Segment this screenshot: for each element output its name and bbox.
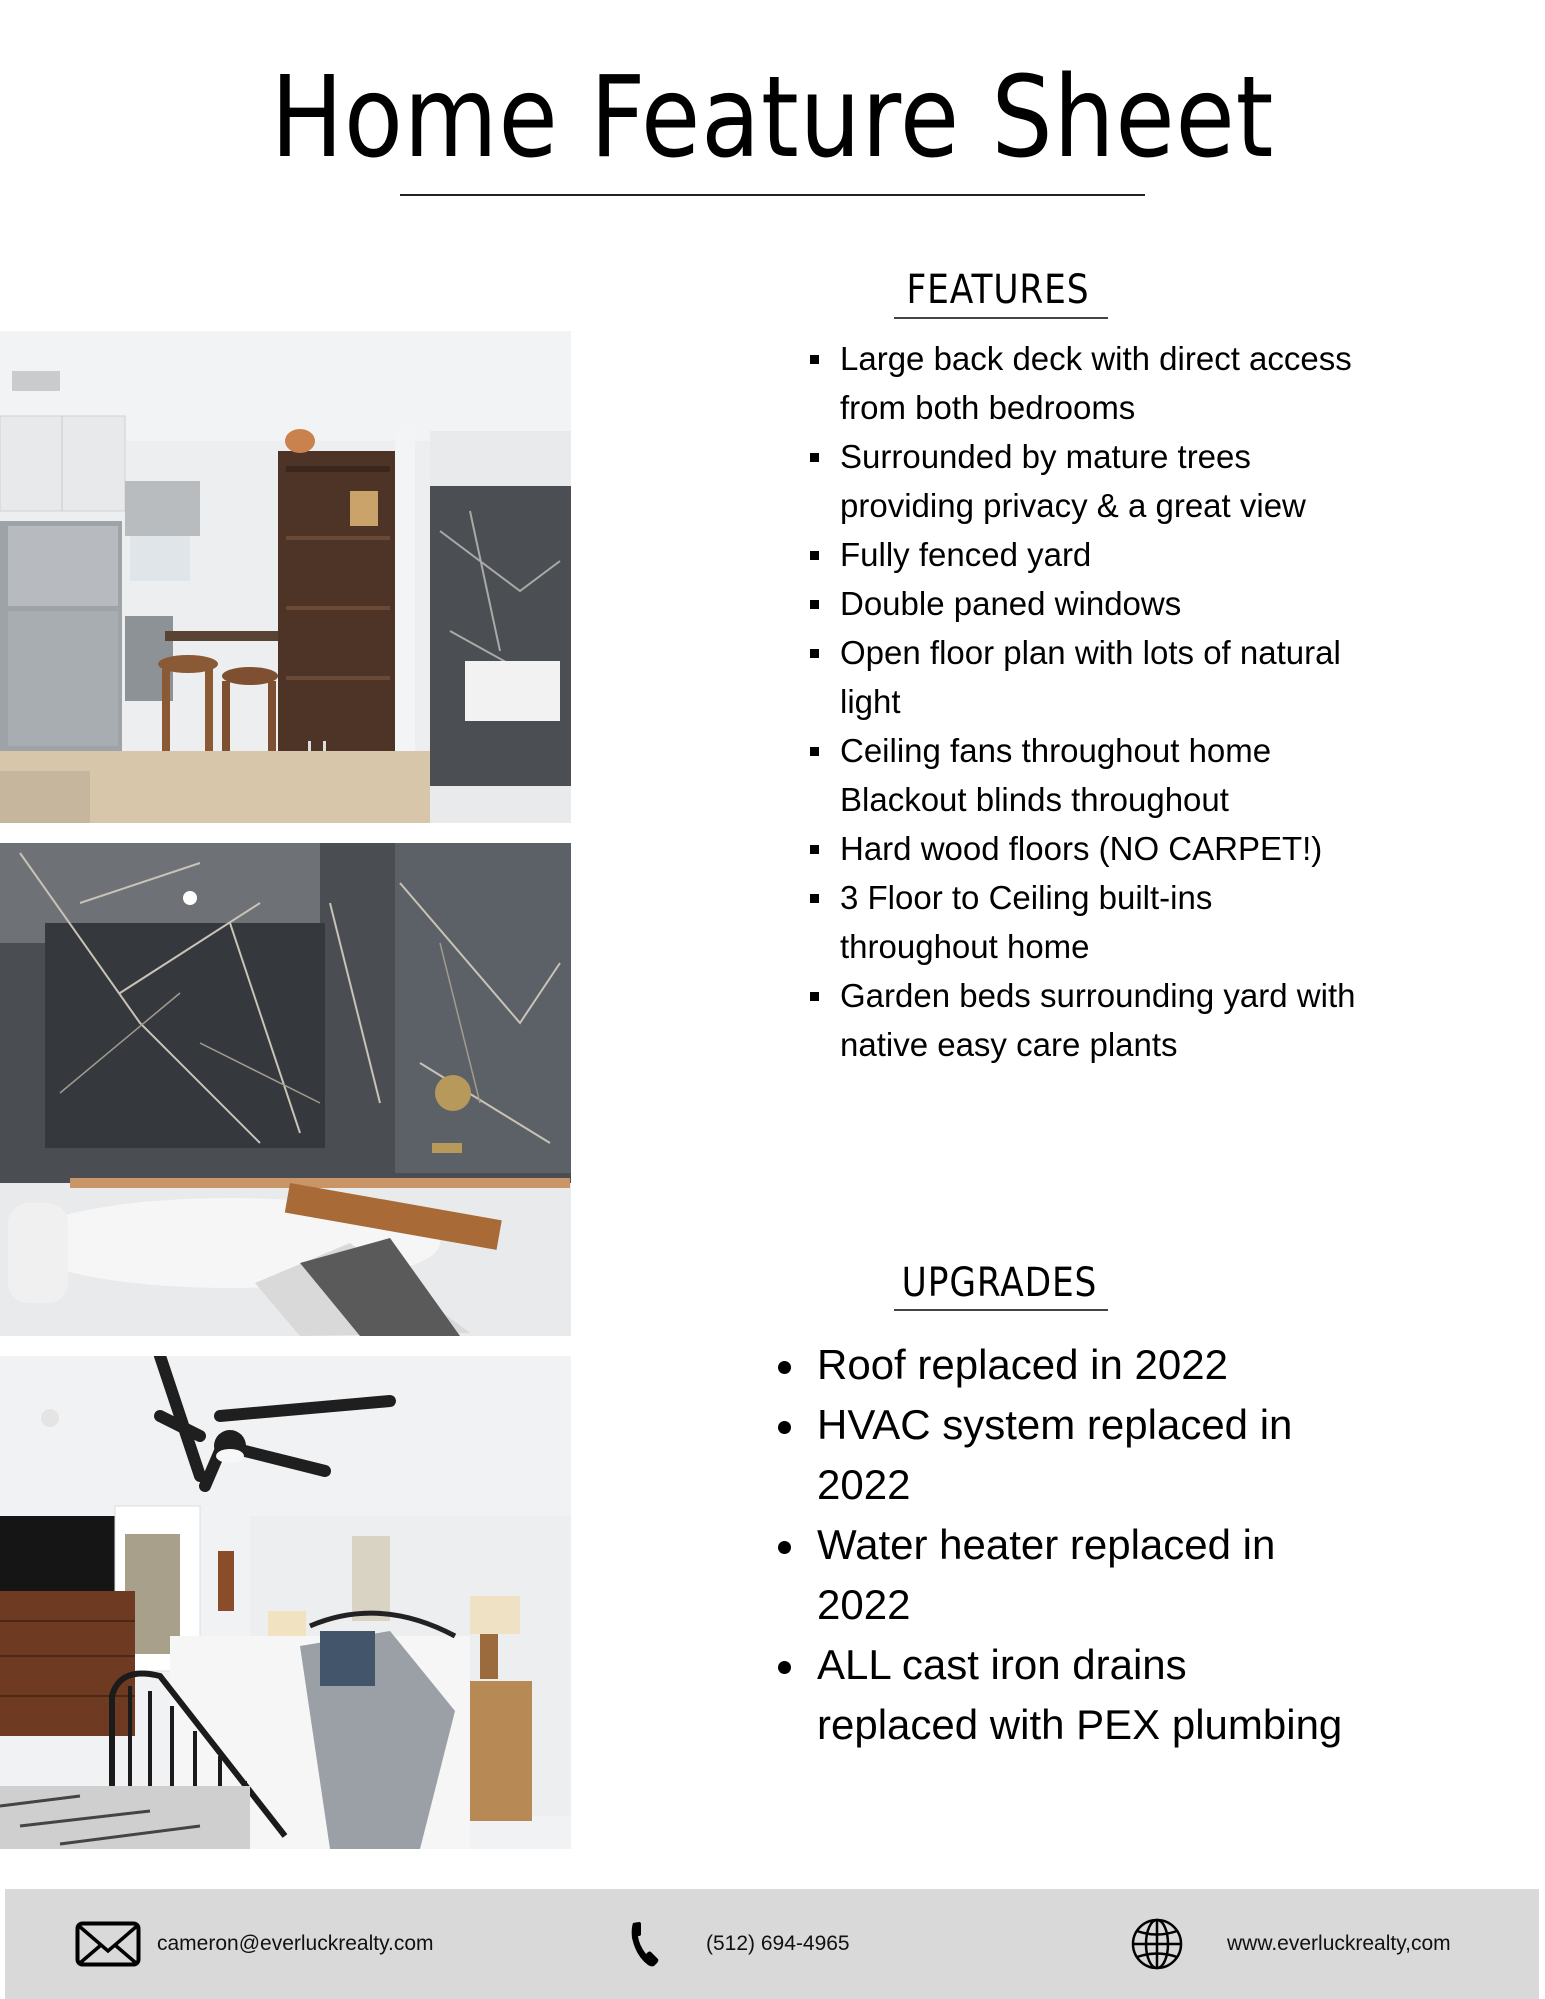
square-bullet-icon — [810, 551, 819, 560]
square-bullet-icon — [810, 845, 819, 854]
feature-item: Large back deck with direct access from both bedrooms — [810, 334, 1370, 432]
feature-item: 3 Floor to Ceiling built-ins throughout home — [810, 873, 1370, 971]
square-bullet-icon — [810, 355, 819, 364]
bathroom-photo-image — [0, 843, 571, 1336]
feature-item: Surrounded by mature trees providing privacy & a great view — [810, 432, 1370, 530]
contact-phone[interactable] — [630, 1889, 850, 1999]
feature-item: Open floor plan with lots of natural light — [810, 628, 1370, 726]
photo-bathroom — [0, 843, 571, 1336]
features-heading-divider — [894, 317, 1108, 319]
contact-website[interactable] — [1131, 1889, 1451, 1999]
upgrade-item: ALL cast iron drains replaced with PEX plumbing — [776, 1635, 1356, 1755]
features-heading: FEATURES — [906, 267, 1090, 313]
website-url: www.everluckrealty,com — [1227, 1932, 1451, 1955]
square-bullet-icon — [810, 894, 819, 903]
square-bullet-icon — [810, 453, 819, 462]
feature-item: Double paned windows — [810, 579, 1370, 628]
bedroom-photo-image — [0, 1356, 571, 1849]
square-bullet-icon — [810, 747, 819, 756]
contact-footer — [5, 1889, 1539, 1999]
phone-icon — [630, 1921, 660, 1967]
feature-item: Fully fenced yard — [810, 530, 1370, 579]
envelope-icon — [75, 1921, 141, 1967]
upgrades-heading-divider — [894, 1309, 1108, 1311]
square-bullet-icon — [810, 992, 819, 1001]
email-address: cameron@everluckrealty.com — [157, 1932, 434, 1955]
upgrade-item: Water heater replaced in 2022 — [776, 1515, 1356, 1635]
square-bullet-icon — [810, 649, 819, 658]
kitchen-photo-image — [0, 331, 571, 823]
globe-icon — [1131, 1918, 1183, 1970]
round-bullet-icon — [778, 1661, 791, 1674]
features-list — [810, 334, 1370, 1069]
contact-email[interactable] — [75, 1889, 434, 1999]
upgrade-item: HVAC system replaced in 2022 — [776, 1395, 1356, 1515]
upgrade-item: Roof replaced in 2022 — [776, 1335, 1356, 1395]
round-bullet-icon — [778, 1361, 791, 1374]
round-bullet-icon — [778, 1421, 791, 1434]
feature-item: Hard wood floors (NO CARPET!) — [810, 824, 1370, 873]
photo-kitchen — [0, 331, 571, 823]
round-bullet-icon — [778, 1541, 791, 1554]
page-title: Home Feature Sheet — [270, 53, 1275, 183]
phone-number: (512) 694-4965 — [706, 1932, 850, 1955]
upgrades-list — [776, 1335, 1356, 1755]
upgrades-heading: UPGRADES — [901, 1260, 1098, 1306]
feature-item: Garden beds surrounding yard with native easy care plants — [810, 971, 1370, 1069]
photo-bedroom — [0, 1356, 571, 1849]
title-divider — [400, 194, 1145, 196]
square-bullet-icon — [810, 600, 819, 609]
feature-item: Blackout blinds throughout — [840, 781, 1229, 818]
feature-item: Ceiling fans throughout home — [810, 726, 1370, 775]
